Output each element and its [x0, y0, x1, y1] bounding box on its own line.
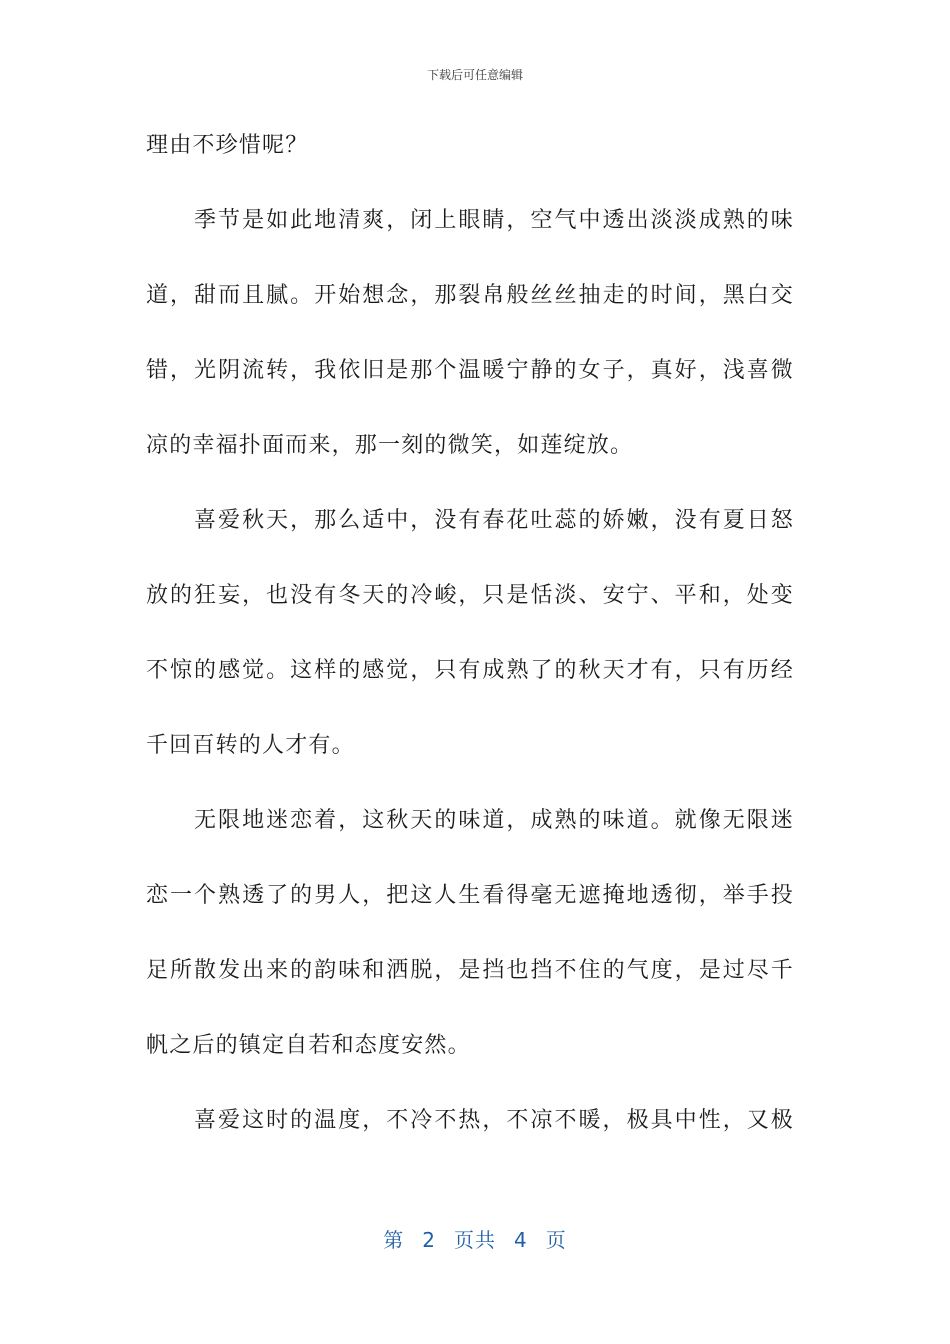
text-line-4: 错，光阴流转，我依旧是那个温暖宁静的女子，真好，浅喜微 [146, 358, 794, 383]
text-line-8: 不惊的感觉。这样的感觉，只有成熟了的秋天才有，只有历经 [146, 658, 794, 683]
page-header-note: 下载后可任意编辑 [426, 68, 523, 82]
footer-prefix: 第 [383, 1228, 405, 1252]
text-line-6: 喜爱秋天，那么适中，没有春花吐蕊的娇嫩，没有夏日怒 [194, 508, 794, 533]
text-line-7: 放的狂妄，也没有冬天的冷峻，只是恬淡、安宁、平和，处变 [146, 583, 794, 608]
text-line-12: 足所散发出来的韵味和洒脱，是挡也挡不住的气度，是过尽千 [146, 958, 794, 983]
footer-current-page: 2 [422, 1228, 436, 1252]
text-line-3: 道，甜而且腻。开始想念，那裂帛般丝丝抽走的时间，黑白交 [146, 283, 794, 308]
text-line-14: 喜爱这时的温度，不冷不热，不凉不暖，极具中性，又极 [194, 1108, 794, 1133]
footer-suffix: 页 [545, 1228, 567, 1252]
text-line-2: 季节是如此地清爽，闭上眼睛，空气中透出淡淡成熟的味 [194, 208, 794, 233]
text-line-1: 理由不珍惜呢？ [146, 133, 309, 158]
footer-total-pages: 4 [514, 1228, 528, 1252]
text-line-9: 千回百转的人才有。 [146, 733, 355, 758]
page-footer [0, 1224, 950, 1253]
text-line-11: 恋一个熟透了的男人，把这人生看得毫无遮掩地透彻，举手投 [146, 883, 794, 908]
text-line-5: 凉的幸福扑面而来，那一刻的微笑，如莲绽放。 [146, 433, 634, 458]
text-line-13: 帆之后的镇定自若和态度安然。 [146, 1033, 471, 1058]
text-line-10: 无限地迷恋着，这秋天的味道，成熟的味道。就像无限迷 [194, 808, 794, 833]
document-body [146, 124, 794, 1174]
footer-mid: 页共 [454, 1228, 496, 1252]
